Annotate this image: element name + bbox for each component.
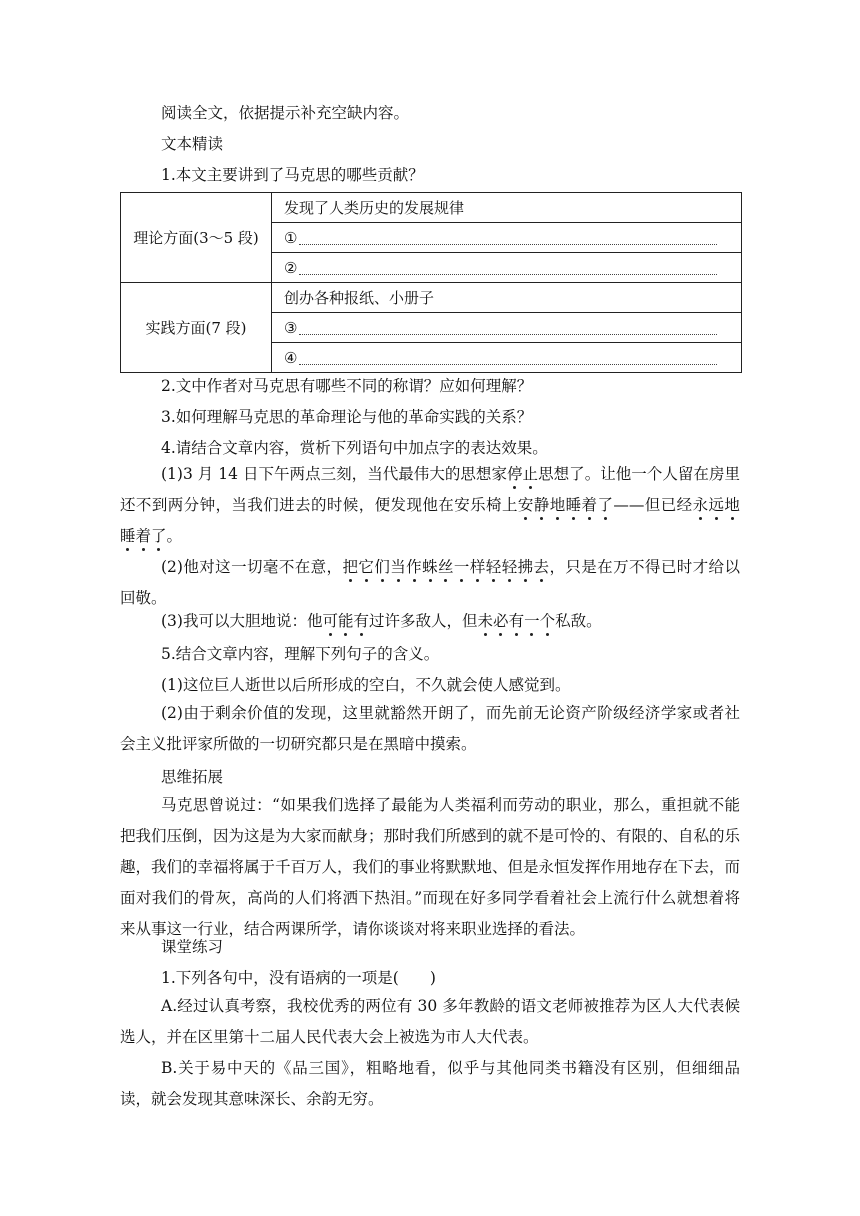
question-4: 4.请结合文章内容，赏析下列语句中加点字的表达效果。 <box>161 439 548 457</box>
blank-line-4[interactable] <box>299 350 717 365</box>
dotted-char: 地 <box>549 496 566 514</box>
question-4-item-2: (2)他对这一切毫不在意，把它们当作蛛丝一样轻轻拂去，只是在万不得已时才给以回敬。 <box>120 558 740 607</box>
intro-text: 阅读全文，依据提示补充空缺内容。 <box>161 104 410 122</box>
dotted-char: 地 <box>724 496 740 514</box>
blank-marker-3: ③ <box>284 318 298 337</box>
dotted-char: 轻 <box>501 558 518 576</box>
theory-row-1: 发现了人类历史的发展规律 <box>272 193 742 223</box>
dotted-char: 止 <box>522 465 539 483</box>
theory-row-3[interactable] <box>272 253 742 283</box>
dotted-char: 去 <box>533 558 550 576</box>
option-a: A.经过认真考察，我校优秀的两位有 30 多年教龄的语文老师被推荐为区人大代表候选人，并在区里第十二届人民代表大会上被选为市人大代表。 <box>120 997 740 1046</box>
dotted-char: 一 <box>524 612 540 630</box>
blank-line-2[interactable] <box>299 260 717 275</box>
practice-row-2[interactable] <box>272 313 742 343</box>
blank-marker-1: ① <box>284 228 298 247</box>
question-1: 1.本文主要讲到了马克思的哪些贡献？ <box>161 166 424 184</box>
dotted-char: 当 <box>390 558 407 576</box>
dotted-char: 永 <box>692 496 709 514</box>
dotted-char: 轻 <box>485 558 502 576</box>
question-4-item-1: (1)3 月 14 日下午两点三刻，当代最伟大的思想家停止思想了。让他一个人留在房里还不到两分钟，当我们进去的时候，便发现他在安乐椅上安静地睡着了——但已经永远地睡着了。 <box>120 465 740 545</box>
dotted-char: 有 <box>353 612 370 630</box>
dotted-char: 样 <box>469 558 486 576</box>
dotted-char: 个 <box>539 612 556 630</box>
dotted-char: 远 <box>708 496 725 514</box>
dotted-char: 有 <box>508 612 525 630</box>
dotted-char: 拂 <box>517 558 534 576</box>
dotted-char: 它 <box>358 558 375 576</box>
question-4-item-3: (3)我可以大胆地说：他可能有过许多敌人，但未必有一个私敌。 <box>161 612 602 630</box>
practice-row-1: 创办各种报纸、小册子 <box>272 283 742 313</box>
question-5: 5.结合文章内容，理解下列句子的含义。 <box>161 645 440 663</box>
dotted-char: 作 <box>406 558 423 576</box>
question-3: 3.如何理解马克思的革命理论与他的革命实践的关系？ <box>161 408 533 426</box>
section-heading-extension: 思维拓展 <box>161 768 224 786</box>
extension-paragraph: 马克思曾说过：“如果我们选择了最能为人类福利而劳动的职业，那么，重担就不能把我们压倒，因为这是为大家而献身；那时我们所感到的就不是可怜的、有限的、自私的乐趣，我们的幸福将属于千百万人，我们的事业将默默地、但是永恒发挥作用地存在下去，而面对我们的骨灰，高尚的人们将洒下热泪。”而现在好多同学看着社会上流行什么就想着将来从事这一行业，结合两课所学，请你谈谈对将来职业选择的看法。 <box>120 796 741 938</box>
dotted-char: 一 <box>453 558 470 576</box>
dotted-char: 着 <box>135 527 152 545</box>
practice-label: 实践方面(7 段) <box>121 283 272 373</box>
question-2: 2.文中作者对马克思有哪些不同的称谓？应如何理解？ <box>161 377 533 395</box>
dotted-char: 睡 <box>120 527 136 545</box>
dotted-char: 必 <box>493 612 509 630</box>
dotted-char: 丝 <box>438 558 454 576</box>
theory-row-2[interactable] <box>272 223 742 253</box>
dotted-char: 蛛 <box>422 558 438 576</box>
blank-marker-2: ② <box>284 258 298 277</box>
dotted-char: 可 <box>322 612 338 630</box>
dotted-char: 停 <box>507 465 523 483</box>
dotted-char: 们 <box>374 558 391 576</box>
practice-row-3[interactable] <box>272 343 742 373</box>
section-heading-practice: 课堂练习 <box>161 938 224 956</box>
dotted-char: 了 <box>151 527 167 545</box>
practice-question-1: 1.下列各句中，没有语病的一项是( ) <box>161 969 436 987</box>
dotted-char: 安 <box>517 496 534 514</box>
blank-line-3[interactable] <box>299 320 717 335</box>
section-heading-reading: 文本精读 <box>161 135 224 153</box>
question-5-item-2: (2)由于剩余价值的发现，这里就豁然开朗了，而先前无论资产阶级经济学家或者社会主义批评家所做的一切研究都只是在黑暗中摸索。 <box>120 704 740 753</box>
dotted-char: 未 <box>477 612 494 630</box>
dotted-char: 着 <box>581 496 598 514</box>
dotted-char: 睡 <box>565 496 582 514</box>
dotted-char: 静 <box>533 496 550 514</box>
dotted-char: 把 <box>342 558 359 576</box>
dotted-char: 了 <box>597 496 614 514</box>
theory-label: 理论方面(3～5 段) <box>121 193 272 283</box>
contribution-table <box>120 192 742 373</box>
option-b: B.关于易中天的《品三国》，粗略地看，似乎与其他同类书籍没有区别，但细细品读，就会发现其意味深长、余韵无穷。 <box>120 1059 740 1108</box>
blank-marker-4: ④ <box>284 348 298 367</box>
question-5-item-1: (1)这位巨人逝世以后所形成的空白，不久就会使人感觉到。 <box>161 676 571 694</box>
blank-line-1[interactable] <box>299 230 717 245</box>
dotted-char: 能 <box>337 612 354 630</box>
